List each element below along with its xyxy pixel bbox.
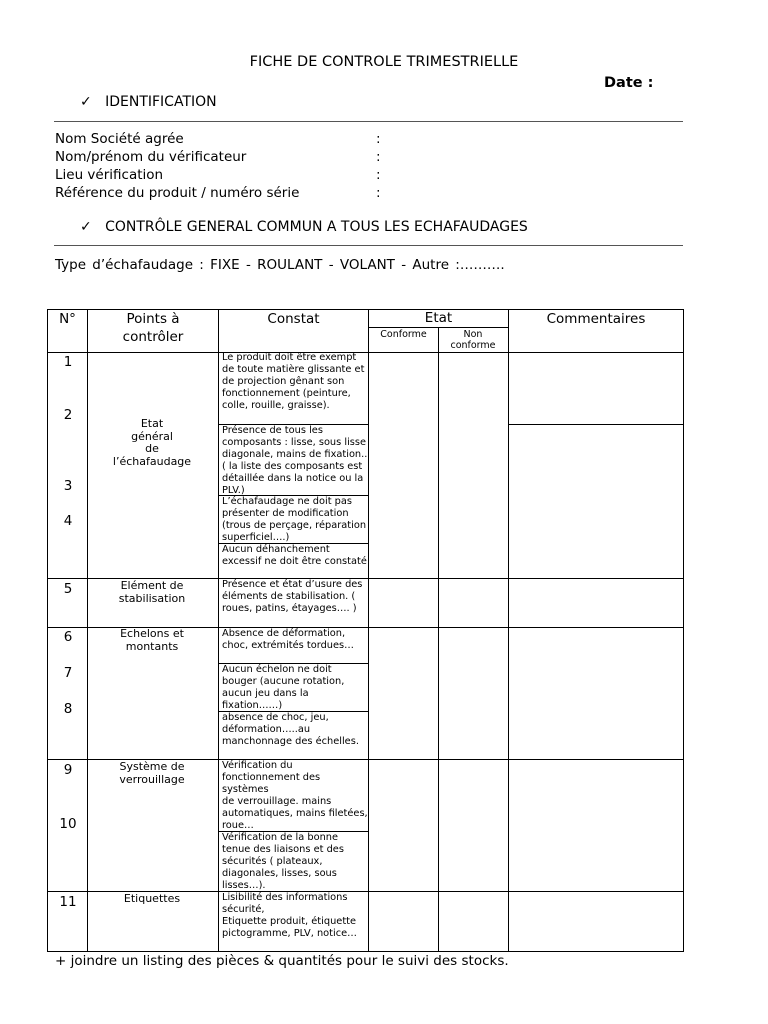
row-number: 4 <box>63 513 73 529</box>
grid-line <box>508 309 509 952</box>
row-number: 10 <box>59 816 77 832</box>
header-non-conforme: Non conforme <box>450 329 496 351</box>
field-label-societe: Nom Société agrée <box>55 131 184 147</box>
field-label-lieu: Lieu vérification <box>55 167 164 183</box>
constat-10: Vérification de la bonne tenue des liaisons et des sécurités ( plateaux, diagonales, lisses, sous lisses…). <box>222 832 344 891</box>
date-label: Date : <box>604 75 654 91</box>
point-etat-general: Etat général de l’échafaudage <box>112 417 192 468</box>
section-controle-label: CONTRÔLE GENERAL COMMUN A TOUS LES ECHAFAUDAGES <box>105 219 528 235</box>
point-stabilisation: Elément de stabilisation <box>118 579 186 605</box>
check-icon: ✓ <box>80 94 92 110</box>
grid-line <box>438 327 439 952</box>
table-border-bottom <box>47 951 684 952</box>
header-commentaires: Commentaires <box>546 311 646 327</box>
row-number: 9 <box>63 762 73 778</box>
field-label-verificateur: Nom/prénom du vérificateur <box>55 149 247 165</box>
row-number: 11 <box>59 894 77 910</box>
field-sep: : <box>376 131 381 147</box>
header-no: N° <box>59 311 76 327</box>
scaffold-type-line: Type d’échafaudage : FIXE - ROULANT - VOLANT - Autre :………. <box>55 257 505 273</box>
section-identification <box>80 94 217 110</box>
constat-4: Aucun déhanchement excessif ne doit être constaté <box>222 544 367 567</box>
constat-9: Vérification du fonctionnement des systèmes de verrouillage. mains automatiques, mains filetées, roue… <box>222 760 368 831</box>
row-number: 2 <box>63 407 73 423</box>
header-constat: Constat <box>267 311 320 327</box>
header-etat: Etat <box>424 310 453 326</box>
check-icon: ✓ <box>80 219 92 235</box>
constat-7: Aucun échelon ne doit bouger (aucune rotation, aucun jeu dans la fixation……) <box>222 664 345 711</box>
header-conforme: Conforme <box>380 329 427 340</box>
grid-line <box>508 424 684 425</box>
grid-line <box>368 309 369 952</box>
grid-line <box>218 309 219 952</box>
divider <box>54 121 683 122</box>
field-sep: : <box>376 167 381 183</box>
field-label-reference: Référence du produit / numéro série <box>55 185 300 201</box>
form-title: FICHE DE CONTROLE TRIMESTRIELLE <box>249 54 519 70</box>
table-border-right <box>683 309 684 952</box>
constat-1: Le produit doit être exempt de toute matière glissante et de projection gênant son fonctionnement (peinture, colle, rouille, graisse). <box>222 352 365 411</box>
table-border-left <box>47 309 48 952</box>
field-sep: : <box>376 185 381 201</box>
point-verrouillage: Système de verrouillage <box>119 760 185 786</box>
constat-2: Présence de tous les composants : lisse, sous lisse diagonale, mains de fixation..( la liste des composants est détaillée dans la notice ou la PLV.) <box>222 425 368 496</box>
row-number: 7 <box>63 665 73 681</box>
section-controle <box>80 219 528 235</box>
row-number: 1 <box>63 354 73 370</box>
footer-note: + joindre un listing des pièces & quantités pour le suivi des stocks. <box>55 953 509 969</box>
point-echelons: Echelons et montants <box>120 627 184 653</box>
row-number: 6 <box>63 629 73 645</box>
field-sep: : <box>376 149 381 165</box>
section-identification-label: IDENTIFICATION <box>105 94 217 110</box>
row-number: 3 <box>63 478 73 494</box>
constat-5: Présence et état d’usure des éléments de stabilisation. ( roues, patins, étayages…. ) <box>222 579 363 614</box>
row-number: 5 <box>63 581 73 597</box>
constat-3: L’échafaudage ne doit pas présenter de modification (trous de perçage, réparation superficiel….) <box>222 496 367 543</box>
constat-11: Lisibilité des informations sécurité, Etiquette produit, étiquette pictogramme, PLV, notice… <box>222 892 357 939</box>
point-etiquettes: Etiquettes <box>123 892 181 905</box>
header-points: Points à contrôler <box>122 311 184 345</box>
constat-8: absence de choc, jeu, déformation…..au manchonnage des échelles. <box>222 712 359 747</box>
row-number: 8 <box>63 701 73 717</box>
constat-6: Absence de déformation, choc, extrémités tordues… <box>222 628 354 651</box>
divider <box>54 245 683 246</box>
